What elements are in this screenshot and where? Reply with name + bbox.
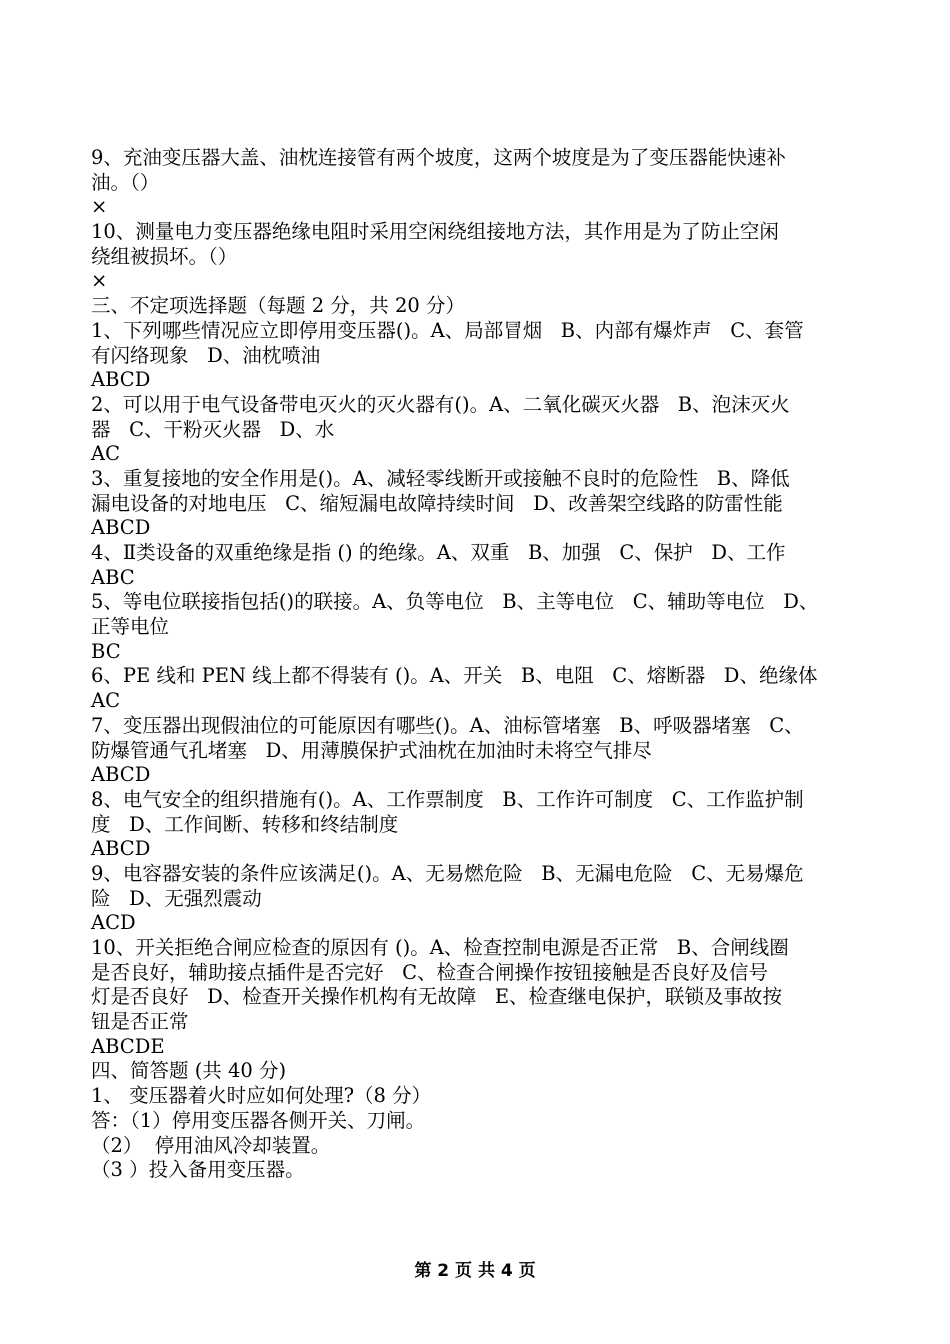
text-line: 度 D、工作间断、转移和终结制度 [91, 812, 399, 836]
answer-line: AC [91, 442, 121, 466]
text-line: 7、变压器出现假油位的可能原因有哪些()。A、油标管堵塞 B、呼吸器堵塞 C、 [91, 713, 804, 737]
text-line: 险 D、无强烈震动 [91, 886, 262, 910]
text-line: 有闪络现象 D、油枕喷油 [91, 343, 321, 367]
text-line: 10、测量电力变压器绝缘电阻时采用空闲绕组接地方法，其作用是为了防止空闲 [91, 220, 779, 244]
text-line: 绕组被损坏。（） [91, 244, 238, 268]
text-line: 防爆管通气孔堵塞 D、用薄膜保护式油枕在加油时未将空气排尽 [91, 738, 652, 762]
answer-line: ABCD [91, 368, 151, 392]
text-line: 9、电容器安装的条件应该满足()。A、无易燃危险 B、无漏电危险 C、无易爆危 [91, 861, 804, 885]
text-line: 5、等电位联接指包括()的联接。A、负等电位 B、主等电位 C、辅助等电位 D、 [91, 590, 819, 614]
text-line: 灯是否良好 D、检查开关操作机构有无故障 E、检查继电保护，联锁及事故按 [91, 985, 783, 1009]
answer-line: ABCD [91, 763, 151, 787]
text-line: 钮是否正常 [91, 1010, 189, 1034]
answer-line: ACD [91, 911, 136, 935]
text-line: 器 C、干粉灭火器 D、水 [91, 417, 335, 441]
page-footer: 第 2 页 共 4 页 [414, 1261, 536, 1281]
answer-line: × [91, 269, 108, 293]
answer-line: ABCDE [91, 1034, 165, 1058]
text-line: 1、下列哪些情况应立即停用变压器()。A、局部冒烟 B、内部有爆炸声 C、套管 [91, 318, 804, 342]
answer-line: ABC [91, 565, 135, 589]
text-line: 1、 变压器着火时应如何处理?（8 分） [91, 1084, 432, 1108]
answer-line: × [91, 195, 108, 219]
text-line: 9、充油变压器大盖、油枕连接管有两个坡度，这两个坡度是为了变压器能快速补 [91, 146, 786, 169]
text-line: 4、Ⅱ类设备的双重绝缘是指 () 的绝缘。A、双重 B、加强 C、保护 D、工作 [91, 541, 786, 564]
section-heading: 三、不定项选择题（每题 2 分，共 20 分） [91, 294, 466, 318]
text-line: 是否良好，辅助接点插件是否完好 C、检查合闸操作按钮接触是否良好及信号 [91, 960, 769, 984]
answer-line: ABCD [91, 837, 151, 861]
text-line: 8、电气安全的组织措施有()。A、工作票制度 B、工作许可制度 C、工作监护制 [91, 787, 804, 811]
section-heading: 四、简答题 (共 40 分) [91, 1059, 287, 1083]
text-line: （3 ）投入备用变压器。 [91, 1158, 305, 1182]
text-line: 漏电设备的对地电压 C、缩短漏电故障持续时间 D、改善架空线路的防雷性能 [91, 491, 783, 515]
text-line: （2） 停用油风冷却装置。 [91, 1133, 331, 1157]
answer-line: BC [91, 639, 121, 663]
answer-line: ABCD [91, 516, 151, 540]
text-line: 油。（） [91, 170, 160, 194]
text-line: 10、开关拒绝合闸应检查的原因有 ()。A、检查控制电源是否正常 B、合闸线圈 [91, 936, 789, 959]
text-line: 正等电位 [91, 615, 170, 639]
answer-line: AC [91, 689, 121, 713]
text-line: 答：（1）停用变压器各侧开关、刀闸。 [91, 1108, 426, 1132]
text-line: 2、可以用于电气设备带电灭火的灭火器有()。A、二氧化碳灭火器 B、泡沫灭火 [91, 392, 790, 416]
text-line: 6、PE 线和 PEN 线上都不得装有 ()。A、开关 B、电阻 C、熔断器 D、绝缘体 [91, 664, 818, 688]
text-line: 3、重复接地的安全作用是()。A、减轻零线断开或接触不良时的危险性 B、降低 [91, 466, 790, 490]
document-body [91, 146, 861, 1183]
